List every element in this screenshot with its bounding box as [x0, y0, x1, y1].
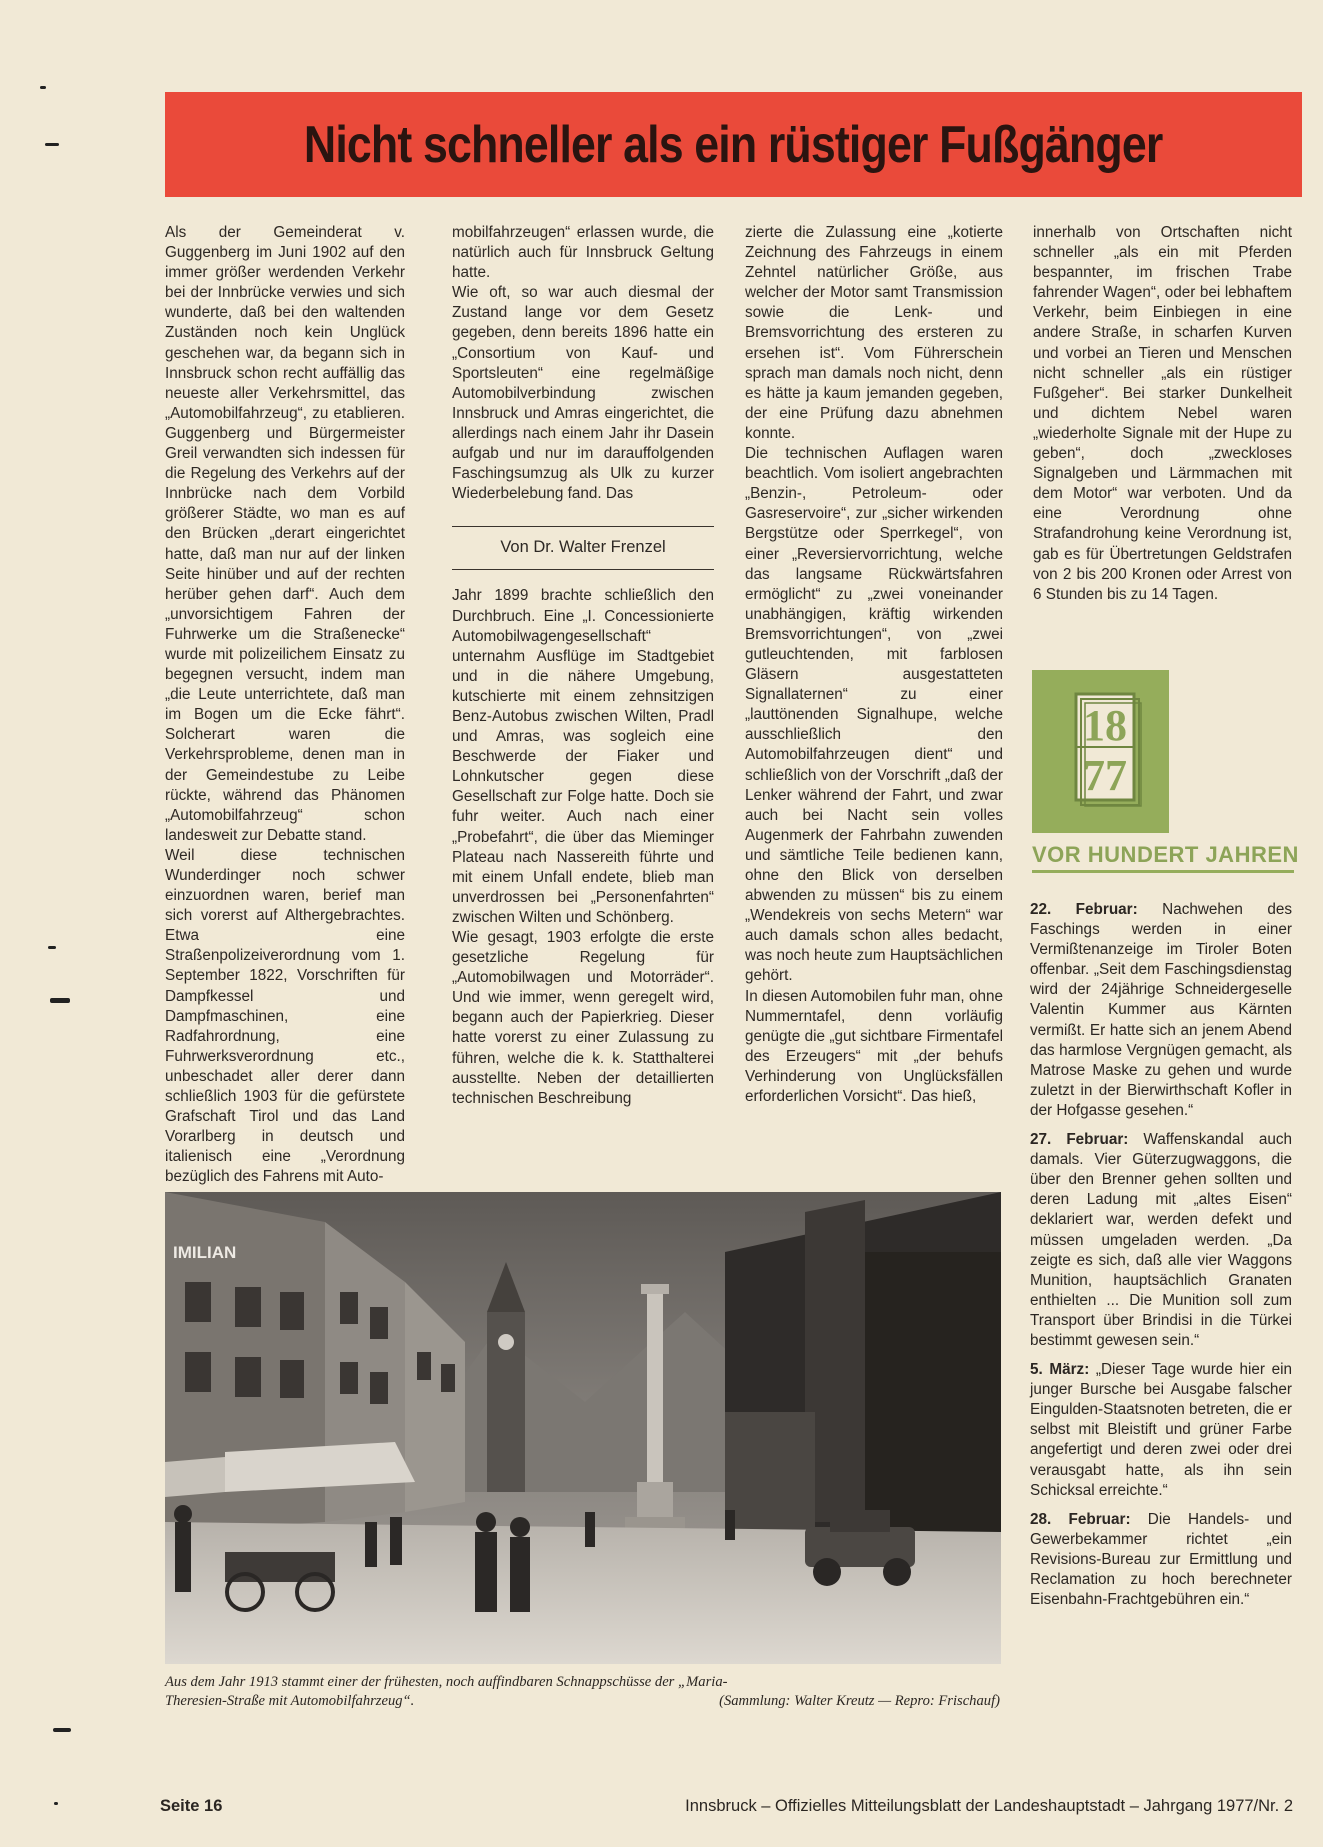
entry-date: 27. Februar: — [1030, 1131, 1129, 1149]
scan-speck — [54, 1802, 58, 1805]
paragraph: innerhalb von Ortschaften nicht schneller „als ein mit Pferden bespannter, im frischen Trabe fahrender Wagen“, oder bei lebhaftem Verkehr, beim Einbiegen in eine andere Straße, in scharfen Kurven und vorbei an Tieren und Menschen nicht schneller „als ein rüstiger Fußgeher“. Bei starker Dunkelheit und dichtem Nebel waren „wiederholte Signale mit der Hupe zu geben“, doch „zweckloses Signalgeben und Lärmmachen mit dem Motor“ war verboten. Und da eine Verordnung ohne Strafandrohung keine Verordnung ist, gab es für Übertretungen Geldstrafen von 2 bis 200 Kronen oder Arrest von 6 Stunden bis zu 14 Tagen. — [1033, 224, 1292, 603]
history-entry — [1030, 900, 1292, 1121]
vor-hundert-jahren-logo — [1032, 670, 1299, 880]
paragraph: zierte die Zulassung eine „kotierte Zeichnung des Fahrzeugs in einem Zehntel natürlicher Größe, aus welcher der Motor samt Transmission sowie die Lenk- und Bremsvorrichtung des ersteren zu ersehen ist“. Vom Führerschein sprach man damals noch nicht, denn es hätte ja kaum jemanden gegeben, der eine Prüfung dazu abnehmen konnte. — [745, 224, 1003, 442]
paragraph: Weil diese technischen Wunderdinger noch schwer einzuordnen waren, berief man sich vorerst auf Althergebrachtes. Etwa eine Straßenpolizeiverordnung vom 1. September 1822, Vorschriften für Dampfkessel und Dampfmaschinen, eine Radfahrordnung, eine Fuhrwerksverordnung etc., unbeschadet aller derer dann schließlich 1903 für die gefürstete Grafschaft Tirol und das Land Vorarlberg in deutsch und italienisch eine „Verordnung bezüglich des Fahrens mit Auto- — [165, 846, 405, 1186]
paragraph: Jahr 1899 brachte schließlich den Durchbruch. Eine „I. Concessionierte Automobilwagengesellschaft“ unternahm Ausflüge im Stadtgebiet und in die nähere Umgebung, kutschierte mit einem zehnsitzigen Benz-Autobus zwischen Wilten, Pradl und Amras, was sogleich eine Beschwerde der Fiaker und Lohnkutscher gegen diese Gesellschaft zur Folge hatte. Doch sie fuhr weiter. Auch nach einer „Probefahrt“, die über das Mieminger Plateau nach Nassereith führte und mit einem Unfall endete, blieb man unverdrossen bei „Personenfahrten“ zwischen Wilten und Schönberg. — [452, 587, 714, 926]
photo-credit: (Sammlung: Walter Kreutz — Repro: Frischauf) — [719, 1693, 1000, 1709]
headline-banner — [165, 92, 1302, 197]
history-entry — [1030, 1360, 1292, 1501]
scan-speck — [40, 86, 46, 89]
shop-sign-text: IMILIAN — [173, 1243, 237, 1262]
entry-date: 22. Februar: — [1030, 901, 1138, 918]
article-column-3 — [745, 223, 1003, 1107]
entry-date: 28. Februar: — [1030, 1510, 1131, 1528]
entry-text: Waffenskandal auch damals. Vier Güterzugwaggons, die über den Brenner gehen sollten und deren Ladung mit „altes Eisen“ deklariert war, werden defekt und müssen umgeladen werden. „Da zeigte es sich, daß alle vier Waggons Munition, hauptsächlich Granaten enthielten ... Die Munition soll zum Transport über Brindisi in die Türkei bestimmt gewesen sein.“ — [1030, 1131, 1293, 1349]
year-top-text: 18 — [1083, 701, 1127, 750]
article-column-4 — [1033, 223, 1292, 605]
article-column-2 — [452, 223, 714, 1109]
scan-speck — [53, 1728, 71, 1732]
headline: Nicht schneller als ein rüstiger Fußgänger — [304, 115, 1163, 174]
paragraph: Die technischen Auflagen waren beachtlich. Vom isoliert angebrachten „Benzin-, Petroleum- oder Gasreservoire“, zur „sicher wirkenden Bergstütze oder Sperrkegel“, von einer „Reversiervorrichtung, welche das langsame Rückwärtsfahren ermöglicht“ zu „zwei voneinander unabhängigen, kräftig wirkenden Bremsvorrichtungen“, von „zwei gutleuchtenden, mit farblosen Gläsern ausgestatteten Signallaternen“ zu einer „lauttönenden Signalhupe, welche ausschließlich den Automobilfahrzeugen dient“ und schließlich von der Vorschrift „daß der Lenker während der Fahrt, und zwar auch bei Nacht sein volles Augenmerk der Fahrbahn zuwenden und sämtliche Teile bedienen kann, ohne den Blick von derselben abwenden zu müssen“ bis zu einem „Wendekreis von sechs Metern“ war auch damals schon alles bedacht, was noch heute zum Hauptsächlichen gehört. — [745, 445, 1003, 985]
year-bottom-text: 77 — [1083, 751, 1127, 800]
author-byline: Von Dr. Walter Frenzel — [452, 526, 714, 570]
history-entry — [1030, 1130, 1292, 1351]
paragraph: Wie gesagt, 1903 erfolgte die erste gesetzliche Regelung für „Automobilwagen und Motorräder“. Und wie immer, wenn geregelt wird, begann auch der Papierkrieg. Dieser hatte vorerst zu einer Zulassung zu führen, welche die k. k. Statthalterei ausstellte. Neben der detaillierten technischen Beschreibung — [452, 929, 714, 1107]
street-photo — [165, 1192, 1001, 1664]
scan-speck — [50, 998, 70, 1003]
entry-text: Nachwehen des Faschings werden in einer Vermißtenanzeige im Tiroler Boten offenbar. „Seit dem Faschingsdienstag wird der 24jährige Schneidergeselle Valentin Kummer aus Kärnten vermißt. Er hatte sich an jenem Abend das harmlose Vergnügen gemacht, als Matrose Maske zu gehen und wurde zuletzt in der Bierwirthschaft Kofler in der Hofgasse gesehen.“ — [1030, 901, 1293, 1119]
logo-label: VOR HUNDERT JAHREN — [1032, 842, 1294, 873]
photo-caption: Aus dem Jahr 1913 stammt einer der frühesten, noch auffindbaren Schnappschüsse der „Maria-Theresien-Straße mit Automobilfahrzeug“. — [165, 1674, 728, 1709]
street-photo-illustration — [165, 1192, 1001, 1664]
publication-footer: Innsbruck – Offizielles Mitteilungsblatt der Landeshauptstadt – Jahrgang 1977/Nr. 2 — [685, 1797, 1293, 1815]
paragraph: Wie oft, so war auch diesmal der Zustand lange vor dem Gesetz gegeben, denn bereits 1896 hatte ein „Consortium von Kauf- und Sportsleuten“ eine regelmäßige Automobilverbindung zwischen Innsbruck und Amras eingerichtet, die allerdings nach einem Jahr ihr Dasein aufgab und nur im darauffolgenden Faschingsumzug als Ulk zu kurzer Wiederbelebung fand. Das — [452, 284, 714, 503]
scan-speck — [45, 143, 59, 146]
entry-text: „Dieser Tage wurde hier ein junger Bursche bei Ausgabe falscher Eingulden-Staatsnoten betreten, die er selbst mit Bleistift und grüner Farbe angefertigt und deren zwei oder drei verausgabt hatte, als ihn sein Schicksal erreichte.“ — [1030, 1361, 1293, 1499]
entry-date: 5. März: — [1030, 1361, 1090, 1379]
paragraph: In diesen Automobilen fuhr man, ohne Nummerntafel, denn vorläufig genügte die „gut sichtbare Firmentafel des Erzeugers“ mit „der behufs Verhinderung von Unglücksfällen erforderlichen Vorsicht“. Das hieß, — [745, 987, 1003, 1106]
paragraph: Als der Gemeinderat v. Guggenberg im Juni 1902 auf den immer größer werdenden Verkehr bei der Innbrücke verwies und sich wunderte, daß bei den waltenden Zuständen noch kein Unglück geschehen war, da begann sich in Innsbruck schon recht auffällig das neueste aller Verkehrsmittel, das „Automobilfahrzeug“, zu etablieren. Guggenberg und Bürgermeister Greil verwandten sich indessen für die Regelung des Verkehrs auf der Innbrücke nach dem Vorbild größerer Städte, wo man es auf den Brücken „derart eingerichtet hatte, daß man nur auf der linken Seite hinüber und auf der rechten herüber gehen darf“. Auch dem „unvorsichtigem Fahren der Fuhrwerke um die Straßenecke“ wurde mit polizeilichem Einsatz zu begegnen versucht, indem man „die Leute unterrichtete, daß man im Bogen um die Ecke fährt“. Solcherart waren die Verkehrsprobleme, denen man in der Gemeindestube zu Leibe rückte, während das Phänomen „Automobilfahrzeug“ schon landesweit zur Debatte stand. — [165, 224, 405, 844]
calendar-icon — [1072, 690, 1144, 808]
scan-speck — [48, 946, 56, 949]
paragraph: mobilfahrzeugen“ erlassen wurde, die natürlich auch für Innsbruck Geltung hatte. — [452, 224, 714, 282]
article-column-1 — [165, 223, 405, 1188]
calendar-logo-box — [1032, 670, 1169, 833]
history-entry — [1030, 1510, 1292, 1610]
entry-text: Die Handels- und Gewerbekammer richtet „ein Revisions-Bureau zur Ermittlung und Reclamation zu hoch berechneter Eisenbahn-Frachtgebühren ein.“ — [1030, 1510, 1292, 1609]
history-entries — [1030, 900, 1292, 1619]
page-number: Seite 16 — [160, 1797, 223, 1815]
